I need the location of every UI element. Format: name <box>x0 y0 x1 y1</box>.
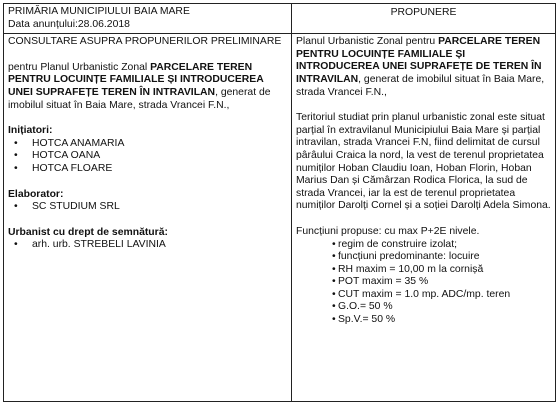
initiators-list <box>8 138 287 176</box>
urbanist-title: Urbanist cu drept de semnătură: <box>8 226 168 238</box>
territory-paragraph: Teritoriul studiat prin planul urbanistic zonal este situat parțial în extravilanul Municipiului Baia Mare și parțial intravilan, strada Vrancei F.N, fiind delimitat de cursul pârâului Craica la nord, la vest de terenul proprietatea numiților Hoban Claudiu Ioan, Hoban Florin, Hoban Marius Dan și Cămârzan Rodica Florica, la sud de strada Vrancei, iar la est de terenul proprietatea numiților Darolți Cornel și a soției Darolți Adela Simona. <box>296 112 551 212</box>
list-item: • POT maxim = 35 % <box>296 276 551 289</box>
list-item: • G.O.= 50 % <box>296 301 551 314</box>
announcement-table <box>3 3 556 402</box>
consultation-title: CONSULTARE ASUPRA PROPUNERILOR PRELIMINARE <box>8 36 282 48</box>
functions-list <box>296 239 551 327</box>
header-row <box>4 4 556 34</box>
functions-intro: Funcțiuni propuse: cu max P+2E nivele. <box>296 225 480 237</box>
urbanist-list <box>8 239 287 252</box>
list-item: • SC STUDIUM SRL <box>8 201 287 214</box>
body-row <box>4 34 556 402</box>
list-item: • HOTCA FLOARE <box>8 163 287 176</box>
left-intro-prefix: pentru Planul Urbanistic Zonal <box>8 61 151 73</box>
left-intro-paragraph <box>8 62 287 112</box>
right-intro-suffix: , generat de imobilul situat în Baia Mare, strada Vrancei F.N., <box>296 73 545 98</box>
list-item: • HOTCA OANA <box>8 150 287 163</box>
list-item: • regim de construire izolat; <box>296 239 551 252</box>
list-item: • arh. urb. STREBELI LAVINIA <box>8 239 287 252</box>
left-body-cell <box>4 34 292 402</box>
left-header-cell <box>4 4 292 34</box>
proposal-heading: PROPUNERE <box>390 7 457 18</box>
list-item: • CUT maxim = 1.0 mp. ADC/mp. teren <box>296 289 551 302</box>
right-intro-prefix: Planul Urbanistic Zonal pentru <box>296 36 439 48</box>
list-item: • Sp.V.= 50 % <box>296 314 551 327</box>
list-item: • HOTCA ANAMARIA <box>8 138 287 151</box>
right-plan-title: PARCELARE TEREN PENTRU LOCUINȚE FAMILIALE ȘI INTRODUCEREA UNEI SUPRAFEȚE DE TEREN ÎN INTRAVILAN <box>296 36 542 85</box>
right-body-cell <box>292 34 556 402</box>
announcement-date: Data anunțului:28.06.2018 <box>8 18 130 30</box>
list-item: • funcțiuni predominante: locuire <box>296 251 551 264</box>
institution-name: PRIMĂRIA MUNICIPIULUI BAIA MARE <box>8 6 190 17</box>
left-intro-suffix: , generat de imobilul situat în Baia Mare, strada Vrancei F.N., <box>8 86 271 111</box>
elaborator-list <box>8 201 287 214</box>
right-intro-paragraph <box>296 36 551 99</box>
right-header-cell <box>292 4 556 34</box>
elaborator-title: Elaborator: <box>8 188 64 200</box>
list-item: • RH maxim = 10,00 m la cornișă <box>296 264 551 277</box>
initiators-title: Inițiatori: <box>8 125 53 137</box>
left-plan-title: PARCELARE TEREN PENTRU LOCUINȚE FAMILIALE ȘI INTRODUCEREA UNEI SUPRAFEȚE TEREN ÎN INTRAVILAN <box>8 61 264 98</box>
